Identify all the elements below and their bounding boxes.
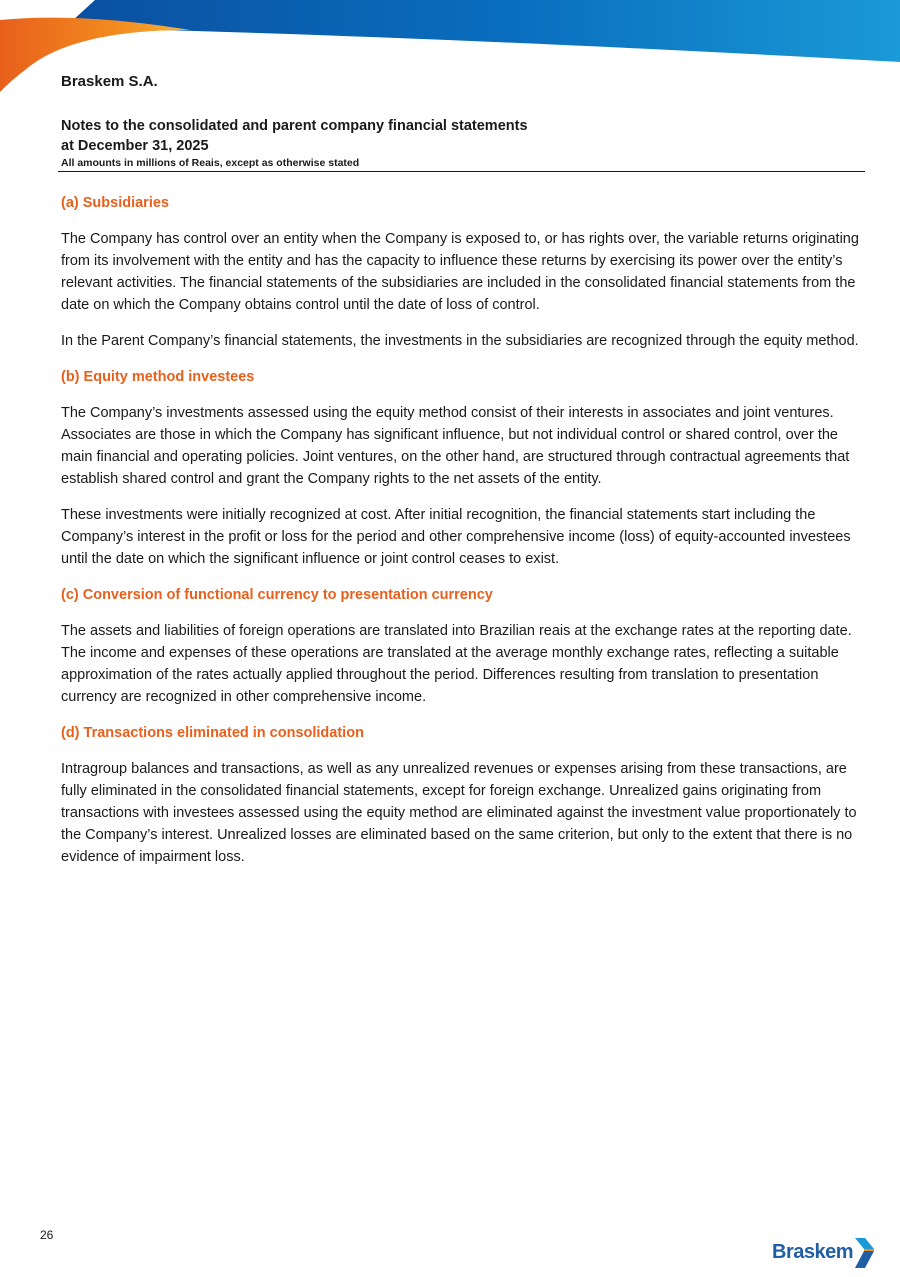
page-number: 26: [40, 1228, 54, 1242]
document-header: [61, 72, 865, 171]
paragraph: The assets and liabilities of foreign operations are translated into Brazilian reais at the exchange rates at the reporting date. The income and expenses of these operations are translated at the average monthly exchange rates, reflecting a suitable approximation of the rates actually applied throughout the period. Differences resulting from translation to presentation currency are recognized in other comprehensive income.: [61, 623, 852, 705]
logo-wordmark: Braskem: [772, 1241, 854, 1263]
section-currency-conversion: [61, 584, 865, 708]
report-date: at December 31, 2025: [61, 138, 209, 154]
section-heading: (c) Conversion of functional currency to presentation currency: [61, 587, 493, 603]
section-heading: (b) Equity method investees: [61, 369, 255, 385]
section-equity-method-investees: [61, 366, 865, 570]
section-heading: (d) Transactions eliminated in consolidation: [61, 725, 364, 741]
company-name: Braskem S.A.: [61, 73, 158, 90]
paragraph: The Company’s investments assessed using the equity method consist of their interests in associates and joint ventures. Associates are those in which the Company has significant influence, but not individual control or shared control, over the main financial and operating policies. Joint ventures, on the other hand, are structured through contractual agreements that establish shared control and grant the Company rights to the net assets of the entity.: [61, 405, 850, 487]
document-body: [61, 192, 865, 882]
paragraph: Intragroup balances and transactions, as well as any unrealized revenues or expenses arising from these transactions, are fully eliminated in the consolidated financial statements, except for foreign exchange. Unrealized gains originating from transactions with investees assessed using the equity method are eliminated against the investment value proportionately to the Company’s interest. Unrealized losses are eliminated based on the same criterion, but only to the extent that there is no evidence of impairment loss.: [61, 761, 857, 865]
report-title: Notes to the consolidated and parent company financial statements: [61, 118, 528, 134]
header-divider: [58, 171, 865, 172]
paragraph: In the Parent Company’s financial statements, the investments in the subsidiaries are recognized through the equity method.: [61, 333, 859, 349]
paragraph: The Company has control over an entity when the Company is exposed to, or has rights over, the variable returns originating from its involvement with the entity and has the capacity to influence these returns by exercising its power over the entity’s relevant activities. The financial statements of the subsidiaries are included in the consolidated financial statements from the date on which the Company obtains control until the date of loss of control.: [61, 231, 859, 313]
logo-chevron-icon: [852, 1236, 876, 1270]
braskem-logo: [772, 1236, 876, 1270]
paragraph: These investments were initially recognized at cost. After initial recognition, the financial statements start including the Company’s interest in the profit or loss for the period and other comprehensive income (loss) of equity-accounted investees until the date on which the significant influence or joint control ceases to exist.: [61, 507, 851, 567]
section-transactions-eliminated: [61, 722, 865, 868]
amounts-note: All amounts in millions of Reais, except as otherwise stated: [61, 157, 360, 169]
section-subsidiaries: [61, 192, 865, 352]
section-heading: (a) Subsidiaries: [61, 195, 169, 211]
